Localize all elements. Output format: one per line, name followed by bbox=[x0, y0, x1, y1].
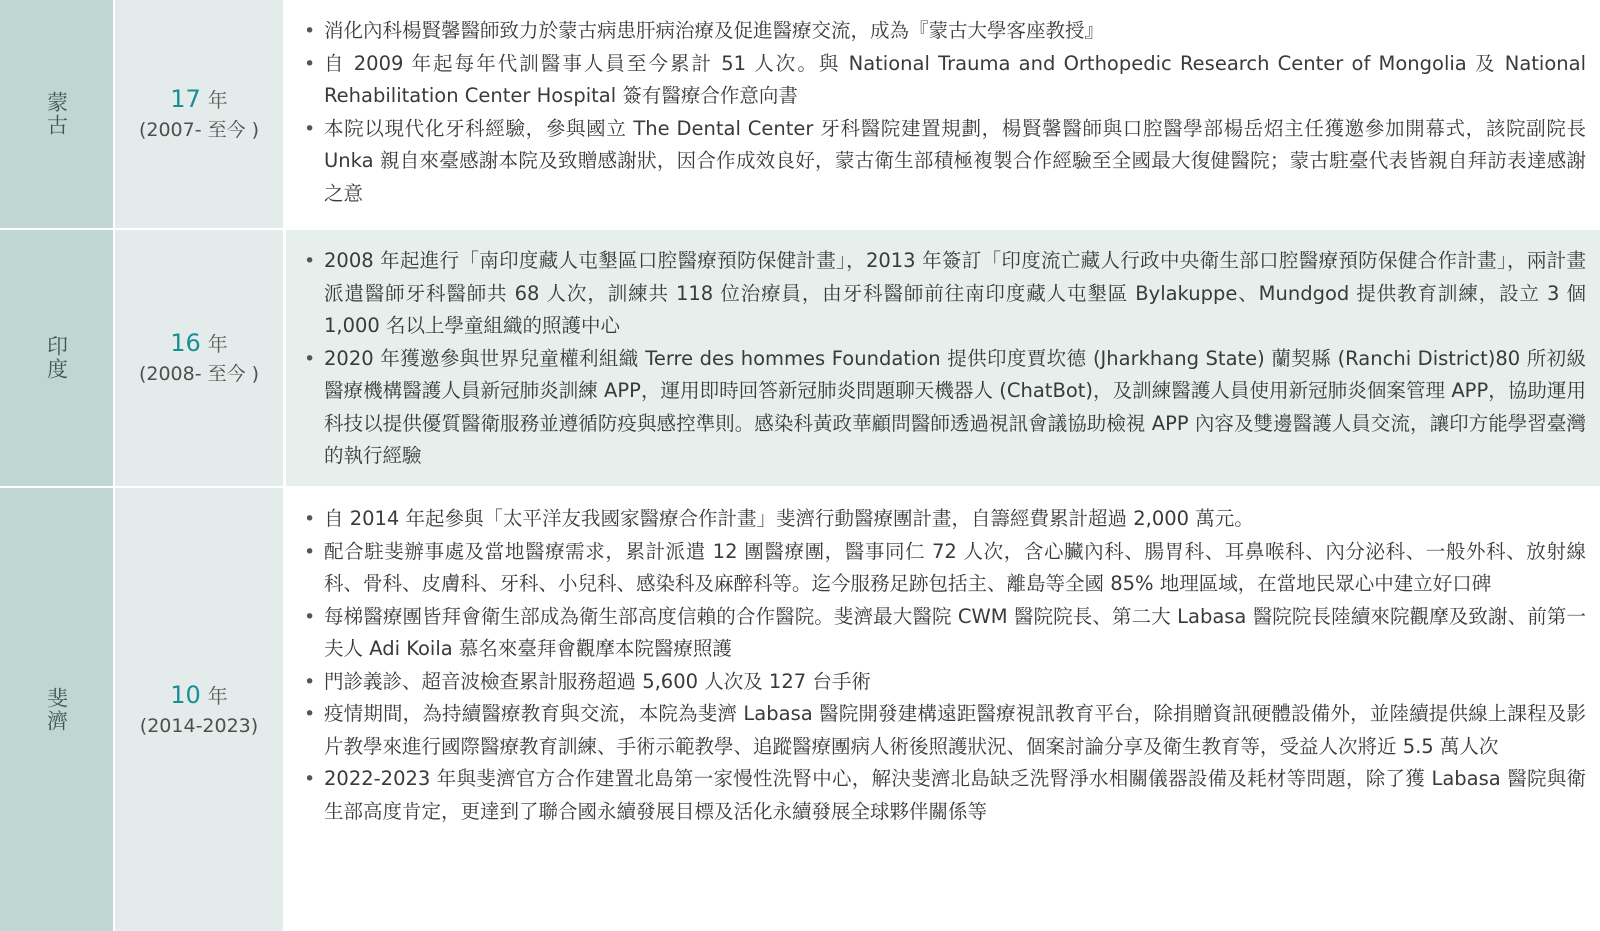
list-item: • 2020 年獲邀參與世界兒童權利組織 Terre des hommes Foundation 提供印度賈坎德 (Jharkhang State) 蘭契縣 (Ranchi District)80 所初級醫療機構醫護人員新冠肺炎訓練 APP，運用即時回答新冠肺炎問題聊天機器人 (ChatBot)，及訓練醫護人員使用新冠肺炎個案管理 APP，協助運用科技以提供優質醫衛服務並遵循防疫與感控準則。感染科黃政華顧問醫師透過視訊會議協助檢視 APP 內容及雙邊醫護人員交流，讓印方能學習臺灣的執行經驗 bbox=[304, 346, 1586, 467]
list-item: • 每梯醫療團皆拜會衛生部成為衛生部高度信賴的合作醫院。斐濟最大醫院 CWM 醫院院長、第二大 Labasa 醫院院長陸續來院觀摩及致謝、前第一夫人 Adi Koila 慕名來臺拜會觀摩本院醫療照護 bbox=[304, 604, 1586, 660]
list-item: • 2008 年起進行「南印度藏人屯墾區口腔醫療預防保健計畫」，2013 年簽訂「印度流亡藏人行政中央衛生部口腔醫療預防保健合作計畫」，兩計畫派遣醫師牙科醫師共 68 人次，訓練共 118 位治療員，由牙科醫師前往南印度藏人屯墾區 Bylakuppe、Mundgod 提供教育訓練，設立 3 個 1,000 名以上學童組織的照護中心 bbox=[304, 249, 1586, 337]
details-list bbox=[302, 245, 1586, 473]
years-count: 10 年 bbox=[170, 680, 228, 709]
table-row-fiji bbox=[0, 488, 1600, 931]
list-item: • 門診義診、超音波檢查累計服務超過 5,600 人次及 127 台手術 bbox=[304, 669, 871, 693]
details-list bbox=[302, 15, 1586, 210]
years-count: 16 年 bbox=[170, 329, 228, 357]
list-item: • 配合駐斐辦事處及當地醫療需求，累計派遣 12 團醫療團，醫事同仁 72 人次，含心臟內科、腸胃科、耳鼻喉科、內分泌科、一般外科、放射線科、骨科、皮膚科、牙科、小兒科、感染科及麻醉科等。迄今服務足跡包括主、離島等全國 85% 地理區域，在當地民眾心中建立好口碑 bbox=[304, 539, 1586, 595]
country-cell bbox=[0, 0, 113, 228]
country-cell bbox=[0, 230, 113, 486]
list-item: • 疫情期間，為持續醫療教育與交流，本院為斐濟 Labasa 醫院開發建構遠距醫療視訊教育平台，除捐贈資訊硬體設備外，並陸續提供線上課程及影片教學來進行國際醫療教育訓練、手術示範教學、追蹤醫療團病人術後照護狀況、個案討論分享及衛生教育等，受益人次將近 5.5 萬人次 bbox=[304, 702, 1586, 758]
details-cell bbox=[283, 488, 1600, 931]
list-item: • 2022-2023 年與斐濟官方合作建置北島第一家慢性洗腎中心，解決斐濟北島缺乏洗腎淨水相關儀器設備及耗材等問題，除了獲 Labasa 醫院與衛生部高度肯定，更達到了聯合國永續發展目標及活化永續發展全球夥伴關係等 bbox=[304, 767, 1586, 823]
years-range: (2014-2023) bbox=[139, 714, 259, 737]
years-range: (2007- 至今 ) bbox=[138, 119, 260, 141]
details-cell bbox=[283, 0, 1600, 228]
years-range: (2008- 至今 ) bbox=[138, 363, 260, 385]
list-item: • 消化內科楊賢馨醫師致力於蒙古病患肝病治療及促進醫療交流，成為『蒙古大學客座教授』 bbox=[304, 19, 1105, 42]
list-item: • 自 2014 年起參與「太平洋友我國家醫療合作計畫」斐濟行動醫療團計畫，自籌經費累計超過 2,000 萬元。 bbox=[304, 507, 1254, 530]
country-cell bbox=[0, 488, 113, 931]
period-cell bbox=[113, 230, 283, 486]
list-item: • 本院以現代化牙科經驗，參與國立 The Dental Center 牙科醫院建置規劃，楊賢馨醫師與口腔醫學部楊岳炤主任獲邀參加開幕式，該院副院長 Unka 親自來臺感謝本院及致贈感謝狀，因合作成效良好，蒙古衛生部積極複製合作經驗至全國最大復健醫院；蒙古駐臺代表皆親自拜訪表達感謝之意 bbox=[304, 116, 1586, 205]
country-name: 印度 bbox=[44, 335, 69, 381]
country-name: 斐濟 bbox=[44, 686, 69, 733]
details-cell bbox=[283, 230, 1600, 486]
period-cell bbox=[113, 0, 283, 228]
years-count: 17 年 bbox=[170, 85, 228, 113]
table-row-mongolia bbox=[0, 0, 1600, 228]
table-row-india bbox=[0, 230, 1600, 486]
details-list bbox=[302, 503, 1586, 828]
period-cell bbox=[113, 488, 283, 931]
country-name: 蒙古 bbox=[44, 91, 69, 137]
list-item: • 自 2009 年起每年代訓醫事人員至今累計 51 人次。與 National Trauma and Orthopedic Research Center of Mongolia 及 National Rehabilitation Center Hospital 簽有醫療合作意向書 bbox=[304, 51, 1586, 107]
